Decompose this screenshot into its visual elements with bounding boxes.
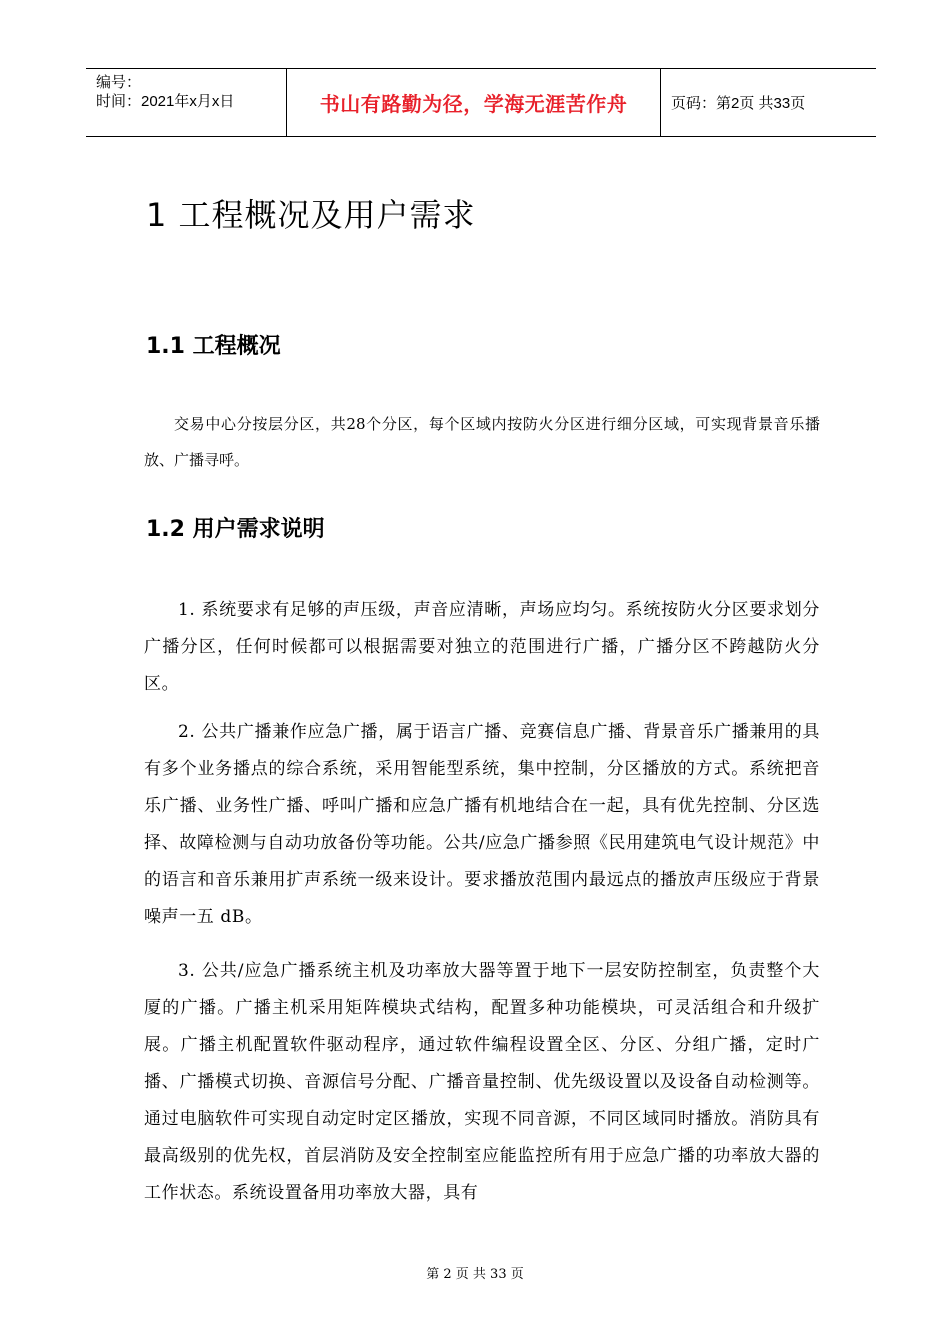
requirement-paragraph-3: 3. 公共/应急广播系统主机及功率放大器等置于地下一层安防控制室，负责整个大厦的广播。广播主机采用矩阵模块式结构，配置多种功能模块，可灵活组合和升级扩展。广播主机配置软件驱动程序，通过软件编程设置全区、分区、分组广播，定时广播、广播模式切换、音源信号分配、广播音量控制、优先级设置以及设备自动检测等。通过电脑软件可实现自动定时定区播放，实现不同音源，不同区域同时播放。消防具有最高级别的优先权，首层消防及安全控制室应能监控所有用于应急广播的功率放大器的工作状态。系统设置备用功率放大器，具有 bbox=[144, 961, 820, 1203]
time-label: 时间：2021年x月x日 bbox=[96, 93, 235, 110]
requirement-paragraph-2: 2. 公共广播兼作应急广播，属于语言广播、竞赛信息广播、背景音乐广播兼用的具有多个业务播点的综合系统，采用智能型系统，集中控制，分区播放的方式。系统把音乐广播、业务性广播、呼叫广播和应急广播有机地结合在一起，具有优先控制、分区选择、故障检测与自动功放备份等功能。公共/应急广播参照《民用建筑电气设计规范》中的语言和音乐兼用扩声系统一级来设计。要求播放范围内最远点的播放声压级应于背景噪声一五 dB。 bbox=[144, 722, 820, 927]
header-motto: 书山有路勤为径，学海无涯苦作舟 bbox=[287, 69, 661, 136]
page-footer: 第 2 页 共 33 页 bbox=[426, 1267, 524, 1282]
overview-paragraph: 交易中心分按层分区，共28个分区，每个区域内按防火分区进行细分区域，可实现背景音乐播放、广播寻呼。 bbox=[144, 415, 820, 469]
section-heading-overview: 1.1 工程概况 bbox=[146, 334, 281, 359]
page-header bbox=[86, 68, 876, 137]
section-heading-requirements: 1.2 用户需求说明 bbox=[146, 517, 325, 542]
chapter-title: 1 工程概况及用户需求 bbox=[146, 196, 476, 234]
header-page-info: 页码：第2页 共33页 bbox=[671, 95, 806, 112]
header-meta bbox=[86, 69, 287, 136]
number-label: 编号： bbox=[96, 74, 142, 91]
requirement-paragraph-1: 1. 系统要求有足够的声压级，声音应清晰，声场应均匀。系统按防火分区要求划分广播分区，任何时候都可以根据需要对独立的范围进行广播，广播分区不跨越防火分区。 bbox=[144, 600, 820, 694]
